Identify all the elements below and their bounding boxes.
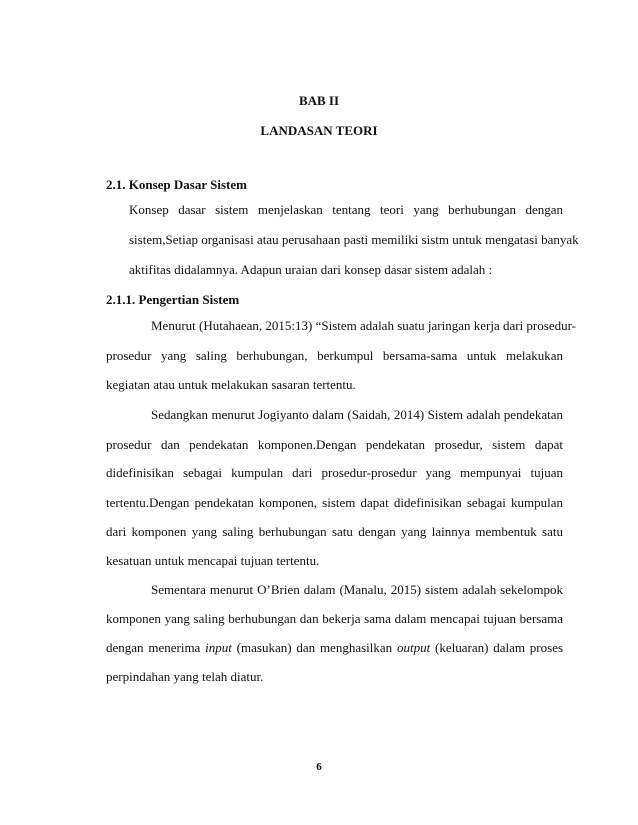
paragraph-line: dengan menerima input (masukan) dan menghasilkan output (keluaran) dalam proses xyxy=(106,640,564,655)
chapter-title: LANDASAN TEORI xyxy=(260,123,378,138)
paragraph-line: kesatuan untuk mencapai tujuan tertentu. xyxy=(106,553,320,568)
section-heading: 2.1. Konsep Dasar Sistem xyxy=(106,177,247,192)
paragraph-line: Sedangkan menurut Jogiyanto dalam (Saidah, 2014) Sistem adalah pendekatan xyxy=(151,407,563,422)
page-number: 6 xyxy=(316,761,322,773)
paragraph-line: kegiatan atau untuk melakukan sasaran tertentu. xyxy=(106,377,356,392)
paragraph-line: Sementara menurut O’Brien dalam (Manalu, 2015) sistem adalah sekelompok xyxy=(151,582,563,597)
paragraph-line: sistem,Setiap organisasi atau perusahaan pasti memiliki sistm untuk mengatasi banyak xyxy=(129,232,579,247)
italic-term: input xyxy=(205,640,232,655)
paragraph-line: tertentu.Dengan pendekatan komponen, sistem dapat didefinisikan sebagai kumpulan xyxy=(106,495,563,510)
paragraph-line: dari komponen yang saling berhubungan satu dengan yang lainnya membentuk satu xyxy=(106,524,563,539)
chapter-label: BAB II xyxy=(298,93,340,108)
paragraph-line: prosedur yang saling berhubungan, berkumpul bersama-sama untuk melakukan xyxy=(106,348,563,363)
paragraph-line: aktifitas didalamnya. Adapun uraian dari konsep dasar sistem adalah : xyxy=(129,262,493,277)
italic-term: output xyxy=(396,640,431,655)
paragraph-line: didefinisikan sebagai kumpulan dari prosedur-prosedur yang mempunyai tujuan xyxy=(106,465,563,480)
paragraph-line: prosedur dan pendekatan komponen.Dengan pendekatan prosedur, sistem dapat xyxy=(106,437,563,452)
subsection-heading: 2.1.1. Pengertian Sistem xyxy=(106,292,240,307)
paragraph-line: Konsep dasar sistem menjelaskan tentang teori yang berhubungan dengan xyxy=(129,202,563,217)
paragraph-line: perpindahan yang telah diatur. xyxy=(106,669,264,684)
paragraph-line: komponen yang saling berhubungan dan bekerja sama dalam mencapai tujuan bersama xyxy=(106,611,563,626)
paragraph-line: Menurut (Hutahaean, 2015:13) “Sistem adalah suatu jaringan kerja dari prosedur- xyxy=(151,318,576,333)
